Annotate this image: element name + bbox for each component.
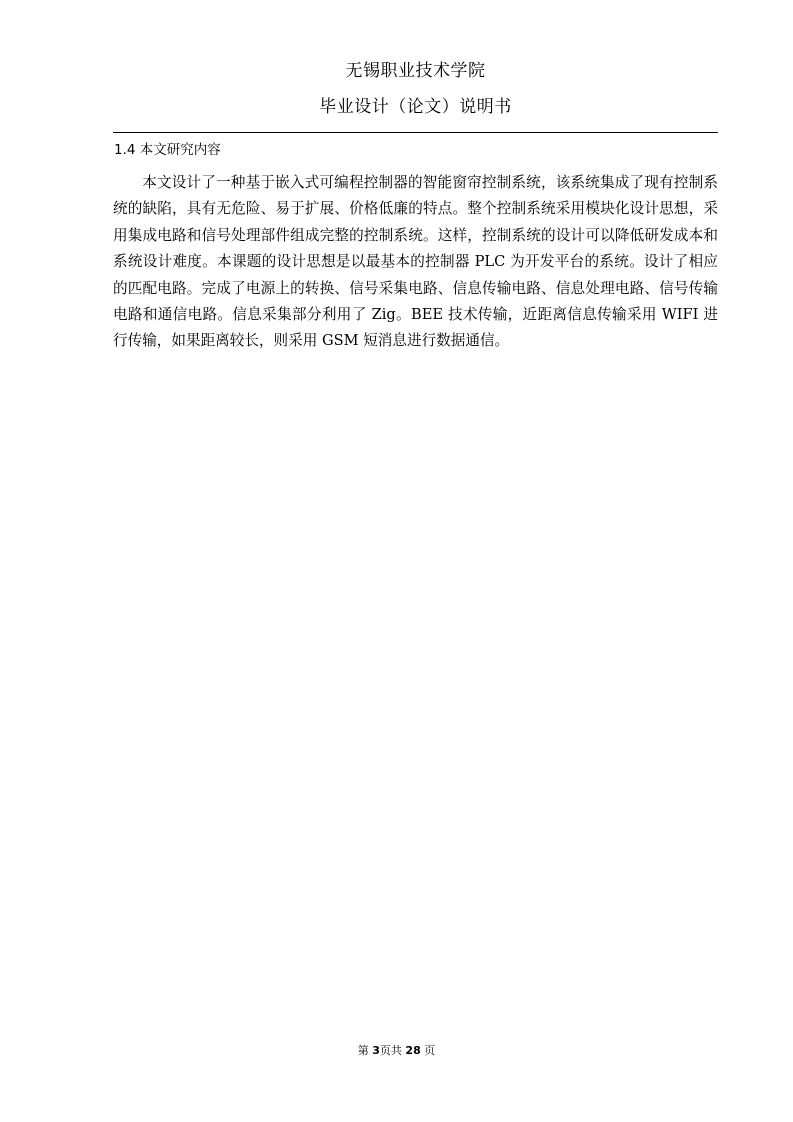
footer-middle: 页共	[379, 1044, 406, 1057]
page-header	[113, 58, 718, 120]
current-page-number: 3	[372, 1044, 380, 1057]
footer-suffix: 页	[420, 1044, 436, 1057]
body-paragraph: 本文设计了一种基于嵌入式可编程控制器的智能窗帘控制系统，该系统集成了现有控制系统的缺陷，具有无危险、易于扩展、价格低廉的特点。整个控制系统采用模块化设计思想，采用集成电路和信号处理部件组成完整的控制系统。这样，控制系统的设计可以降低研发成本和系统设计难度。本课题的设计思想是以最基本的控制器 PLC 为开发平台的系统。设计了相应的匹配电路。完成了电源上的转换、信号采集电路、信息传输电路、信息处理电路、信号传输电路和通信电路。信息采集部分利用了 Zig。BEE 技术传输，近距离信息传输采用 WIFI 进行传输，如果距离较长，则采用 GSM 短消息进行数据通信。	[113, 174, 718, 350]
header-divider	[113, 132, 718, 133]
footer-prefix: 第	[357, 1044, 373, 1057]
total-pages-number: 28	[405, 1044, 421, 1057]
page-footer	[0, 1043, 793, 1059]
section-heading: 1.4 本文研究内容	[114, 142, 221, 158]
document-title: 毕业设计（论文）说明书	[319, 97, 512, 117]
school-name: 无锡职业技术学院	[345, 61, 486, 81]
